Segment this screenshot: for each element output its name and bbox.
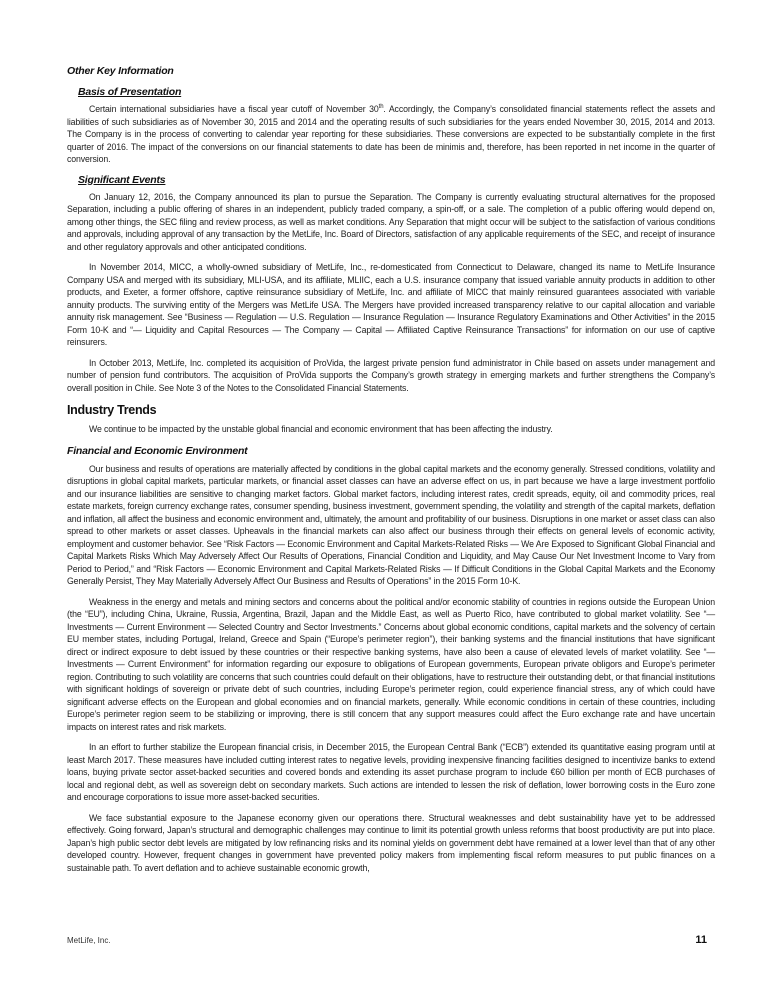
paragraph-japan: We face substantial exposure to the Japanese economy given our operations there. Structural weaknesses and debt sustainability have yet to be addressed effectively. Going forward, Japan’s structural and demographic challenges may continue to limit its potential growth unless reforms that boost productivity are put into place. Japan’s high public sector debt levels are mitigated by low refinancing risks and its nominal yields on government debt have remained at a lower level than that of any other developed country. However, frequent changes in government have prevented policy makers from implementing fiscal reform measures to put public finances on a sustainable path. To avert deflation and to achieve sustainable economic growth, — [67, 812, 715, 873]
page-number: 11 — [695, 934, 707, 946]
paragraph-industry: We continue to be impacted by the unstable global financial and economic environment that has been affecting the industry. — [89, 424, 553, 434]
heading-industry-trends: Industry Trends — [67, 403, 157, 417]
superscript: th — [378, 104, 384, 111]
text: . Accordingly, the Company’s consolidated financial statements reflect the assets and liabilities of such subsidiaries as of November 30, 2015 and 2014 and the operating results of such subsidiaries for the years ended November 30, 2015, 2014 and 2013. The Company is in the process of converting to calendar year reporting for these subsidiaries. These conversions are expected to be substantially complete in the first quarter of 2016. The impact of the conversions on our financial statements to date has been de minimis and, therefore, has been reported in net income in the quarter of conversion. — [67, 104, 715, 164]
paragraph-separation: On January 12, 2016, the Company announced its plan to pursue the Separation. The Company is currently evaluating structural alternatives for the proposed Separation, including a public offering of shares in an independent, publicly traded company, a spin-off, or a sale. The completion of a public offering would depend on, among other things, the SEC filing and review process, as well as market conditions. Any Separation that might occur will be subject to the satisfaction of various conditions and approvals, including approval of any transaction by the MetLife, Inc. Board of Directors, satisfaction of any applicable requirements of the SEC, and receipt of insurance and other regulatory approvals and other anticipated conditions. — [67, 191, 715, 252]
heading-significant-events: Significant Events — [78, 173, 166, 186]
page-footer — [0, 917, 768, 993]
paragraph-weakness: Weakness in the energy and metals and mining sectors and concerns about the political and/or economic stability of countries in regions outside the European Union (the “EU”), including China, Ukraine, Russia, Argentina, Brazil, Japan and the Middle East, as well as Puerto Rico, have contributed to global market volatility. See “— Investments — Current Environment — Selected Country and Sector Investments.” Concerns about global economic conditions, capital markets and the solvency of certain EU member states, including Portugal, Ireland, Greece and Spain (“Europe’s perimeter region”), their banking systems and the financial institutions that have significant direct or indirect exposure to debt issued by these countries or their respective banking systems, have also been a cause of elevated levels of market volatility. See “— Investments — Current Environment” for information regarding our exposure to obligations of European governments, European private obligors and Europe’s perimeter region. Contributing to such volatility are concerns that such countries could default on their obligations, have to restructure their outstanding debt, or that financial institutions with significant holdings of sovereign or private debt of such countries, including Europe’s perimeter region, could experience financial stress, any of which could have significant adverse effects on the European and global economies and on financial markets, generally. While economic conditions in certain of these countries, including Europe’s perimeter region seem to be stabilizing or improving, there is still concern that any support measures could affect the Euro exchange rate and have uncertain impacts on interest rates and risk markets. — [67, 596, 715, 732]
paragraph-basis — [67, 103, 715, 166]
heading-other-key-information: Other Key Information — [67, 65, 174, 77]
paragraph-mergers: In November 2014, MICC, a wholly-owned subsidiary of MetLife, Inc., re-domesticated from Connecticut to Delaware, changed its name to MetLife Insurance Company USA and merged with its subsidiary, MLI-USA, and its affiliate, MLIIC, each a U.S. insurance company that issued variable annuity products in addition to other products, and Exeter, a former offshore, captive reinsurance subsidiary of MetLife, Inc. and affiliate of MICC that mainly reinsured guarantees associated with variable annuity products. The surviving entity of the Mergers was MetLife USA. The Mergers have provided increased transparency relative to our capital allocation and variable annuity risk management. See “Business — Regulation — U.S. Regulation — Insurance Regulation — Insurance Regulatory Examinations and Other Activities” in the 2015 Form 10-K and “— Liquidity and Capital Resources — The Company — Capital — Affiliated Captive Reinsurance Transactions” for information on our use of captive reinsurers. — [67, 262, 715, 347]
paragraph-provida: In October 2013, MetLife, Inc. completed its acquisition of ProVida, the largest private pension fund administrator in Chile based on assets under management and number of pension fund contributors. The acquisition of ProVida supports the Company’s growth strategy in emerging markets and further strengthens the Company’s overall position in Chile. See Note 3 of the Notes to the Consolidated Financial Statements. — [67, 357, 715, 393]
footer-company: MetLife, Inc. — [67, 936, 111, 945]
paragraph-business-results: Our business and results of operations are materially affected by conditions in the global capital markets and the economy generally. Stressed conditions, volatility and disruptions in global capital markets, particular markets, or financial asset classes can have an adverse effect on us, in part because we have a large investment portfolio and our insurance liabilities are sensitive to changing market factors. Global market factors, including interest rates, credit spreads, equity, oil and commodity prices, real estate markets, foreign currency exchange rates, consumer spending, business investment, government spending, the volatility and strength of the capital markets, deflation and inflation, all affect the business and economic environment and, ultimately, the amount and profitability of our business. Disruptions in one market or asset class can also spread to other markets or asset classes. Upheavals in the financial markets can also affect our business through their effects on general levels of economic activity, employment and customer behavior. See “Risk Factors — Economic Environment and Capital Markets-Related Risks — We Are Exposed to Significant Global Financial and Capital Markets Risks Which May Adversely Affect Our Results of Operations, Financial Condition and Liquidity, and May Cause Our Net Investment Income to Vary from Period to Period,” and “Risk Factors — Economic Environment and Capital Markets-Related Risks — If Difficult Conditions in the Global Capital Markets and the Economy Generally Persist, They May Materially Adversely Affect Our Business and Results of Operations” in the 2015 Form 10-K. — [67, 463, 715, 586]
heading-basis-of-presentation: Basis of Presentation — [78, 86, 182, 98]
text: Certain international subsidiaries have a fiscal year cutoff of November 30 — [89, 104, 379, 114]
heading-financial-economic-environment: Financial and Economic Environment — [67, 444, 248, 457]
paragraph-ecb: In an effort to further stabilize the European financial crisis, in December 2015, the European Central Bank (“ECB”) extended its quantitative easing program until at least March 2017. These measures have included cutting interest rates to negative levels, providing inexpensive financing facilities designed to incentivize banks to extend loans, buying private sector asset-backed securities and covered bonds and extending its asset purchase program to include €60 billion per month of ECB purchases of local and regional debt, as well as sovereign debt on secondary markets. Such actions are intended to lessen the risk of deflation, lower borrowing costs in the Euro zone and encourage corporations to issue more asset-backed securities. — [67, 742, 715, 802]
